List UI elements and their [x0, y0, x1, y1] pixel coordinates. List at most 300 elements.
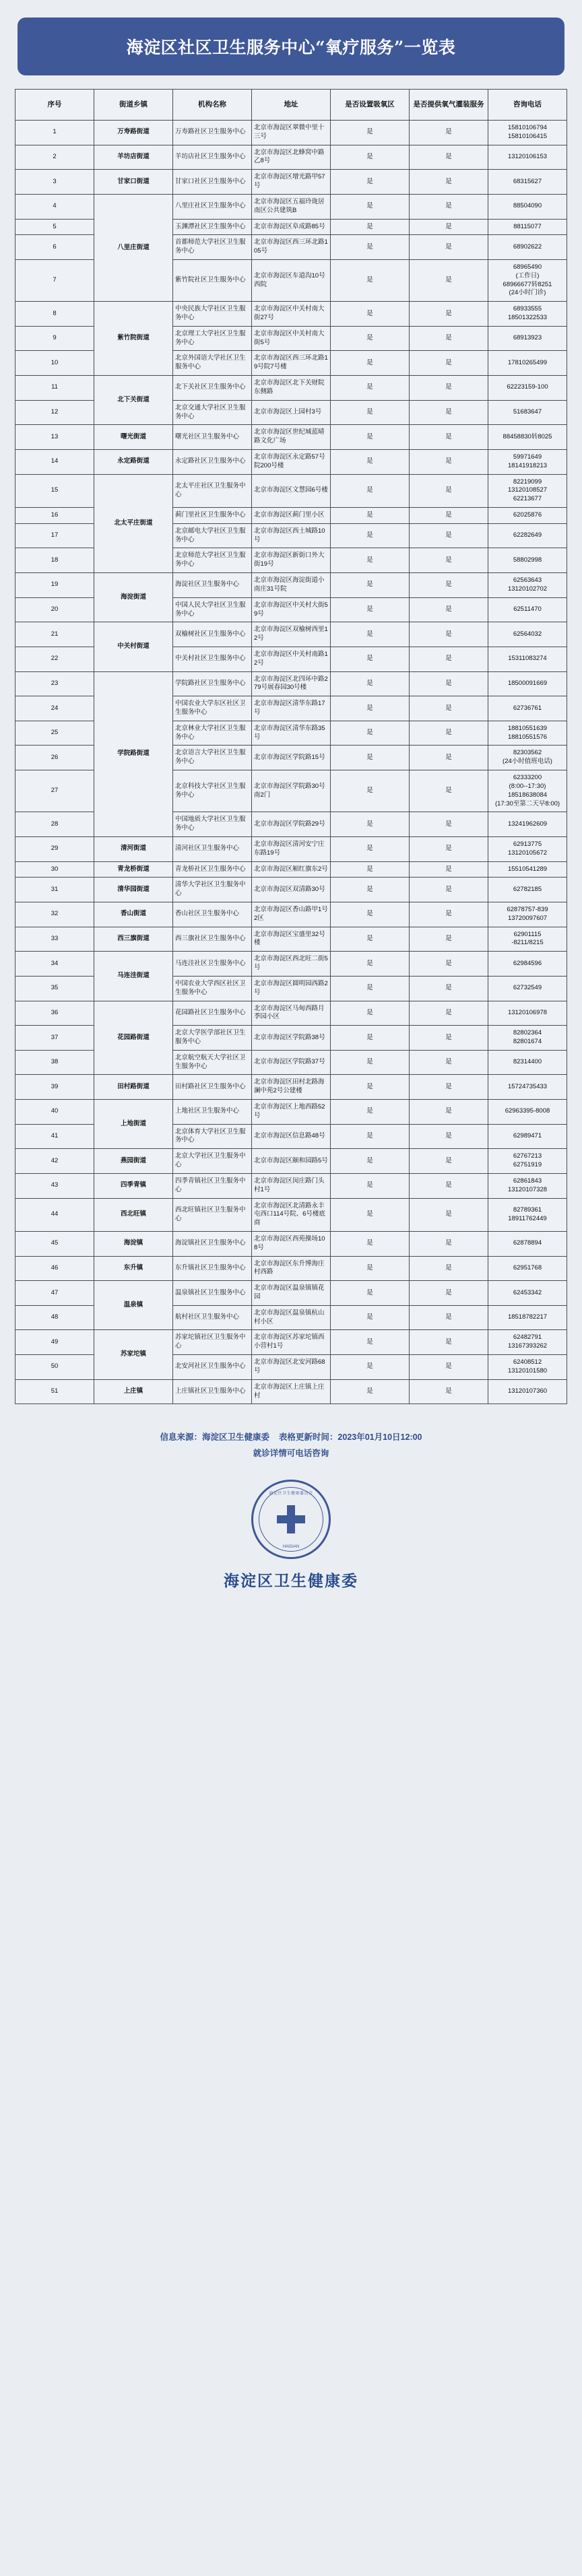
table-row: [15, 1149, 567, 1174]
cell-street: 上庄镇: [94, 1379, 173, 1404]
cell-refill-service: 是: [410, 1026, 488, 1051]
cell-street: 马连洼街道: [94, 952, 173, 1001]
cell-oxygen-zone: 是: [331, 449, 410, 474]
footer-section: [0, 1419, 582, 1615]
cell-address: 北京市海淀区西三环北路19号院7号楼: [252, 351, 331, 376]
phone-line: 88504090: [513, 202, 542, 210]
cell-index: 17: [15, 523, 94, 548]
table-row: [15, 170, 567, 195]
cell-refill-service: 是: [410, 1281, 488, 1306]
cell-organization: 航村社区卫生服务中心: [173, 1305, 252, 1330]
cell-phone: [488, 425, 567, 450]
cell-organization: 玉渊潭社区卫生服务中心: [173, 219, 252, 235]
cell-index: 6: [15, 235, 94, 260]
cell-organization: 甘家口社区卫生服务中心: [173, 170, 252, 195]
phone-line: 62482791: [513, 1333, 542, 1342]
cell-organization: 东升镇社区卫生服务中心: [173, 1256, 252, 1281]
cell-oxygen-zone: 是: [331, 376, 410, 401]
cell-organization: 清河社区卫生服务中心: [173, 836, 252, 861]
phone-line: 88458830转8025: [503, 432, 552, 440]
phone-line: 62564032: [513, 630, 542, 638]
cell-phone: [488, 449, 567, 474]
cell-refill-service: 是: [410, 721, 488, 746]
cell-street: 上地街道: [94, 1100, 173, 1149]
cell-oxygen-zone: 是: [331, 1075, 410, 1100]
cell-phone: [488, 746, 567, 770]
cell-street: 燕园街道: [94, 1149, 173, 1174]
cell-oxygen-zone: 是: [331, 1100, 410, 1125]
cell-address: 北京市海淀区学院路15号: [252, 746, 331, 770]
cell-phone: [488, 548, 567, 573]
cell-index: 23: [15, 671, 94, 696]
cell-refill-service: 是: [410, 647, 488, 671]
cell-organization: 西三旗社区卫生服务中心: [173, 927, 252, 952]
cell-refill-service: 是: [410, 1305, 488, 1330]
cell-oxygen-zone: 是: [331, 194, 410, 219]
cell-oxygen-zone: 是: [331, 170, 410, 195]
cell-address: 北京市海淀区蓟门里小区: [252, 508, 331, 524]
cell-refill-service: 是: [410, 351, 488, 376]
cell-organization: 中国人民大学社区卫生服务中心: [173, 597, 252, 622]
phone-line: 13120106978: [507, 1008, 548, 1016]
phone-line: 13120102702: [507, 585, 548, 593]
cell-street: 海淀街道: [94, 573, 173, 622]
cell-address: 北京市海淀区阜成路85号: [252, 219, 331, 235]
cell-oxygen-zone: 是: [331, 1198, 410, 1231]
cell-street: 西三旗街道: [94, 927, 173, 952]
table-row: [15, 671, 567, 696]
cell-refill-service: 是: [410, 1379, 488, 1404]
table-row: [15, 573, 567, 598]
cell-phone: [488, 351, 567, 376]
cell-address: 北京市海淀区西北旺二街5号: [252, 952, 331, 977]
cell-phone: [488, 302, 567, 327]
phone-line: 15724735433: [507, 1082, 548, 1090]
cell-index: 47: [15, 1281, 94, 1306]
cell-address: 北京市海淀区文慧园6号楼: [252, 474, 331, 507]
cell-index: 22: [15, 647, 94, 671]
cell-refill-service: 是: [410, 1075, 488, 1100]
cell-address: 北京市海淀区西三环北路105号: [252, 235, 331, 260]
cell-refill-service: 是: [410, 425, 488, 450]
table-row: [15, 121, 567, 145]
cell-oxygen-zone: 是: [331, 351, 410, 376]
cell-refill-service: 是: [410, 1330, 488, 1355]
cell-oxygen-zone: 是: [331, 976, 410, 1001]
cell-phone: [488, 902, 567, 927]
cell-oxygen-zone: 是: [331, 302, 410, 327]
phone-line: 62878757-839: [507, 906, 548, 913]
table-row: [15, 622, 567, 647]
table-row: [15, 1198, 567, 1231]
phone-line: 15810106794: [507, 124, 548, 131]
cell-address: 北京市海淀区上庄镇上庄村: [252, 1379, 331, 1404]
cell-oxygen-zone: 是: [331, 1281, 410, 1306]
cell-organization: 北京外国语大学社区卫生服务中心: [173, 351, 252, 376]
phone-line: 62751919: [513, 1161, 542, 1169]
cell-index: 39: [15, 1075, 94, 1100]
cell-phone: [488, 573, 567, 598]
cell-address: 北京市海淀区双榆树西里12号: [252, 622, 331, 647]
cell-oxygen-zone: 是: [331, 878, 410, 902]
cell-phone: [488, 1355, 567, 1380]
cell-refill-service: 是: [410, 121, 488, 145]
cell-address: 北京市海淀区中关村大街59号: [252, 597, 331, 622]
cell-street: 香山街道: [94, 902, 173, 927]
cell-refill-service: 是: [410, 1001, 488, 1026]
cell-street: 北太平庄街道: [94, 474, 173, 573]
cell-address: 北京市海淀区东升博海庄村西路: [252, 1256, 331, 1281]
cell-address: 北京市海淀区学院路38号: [252, 1026, 331, 1051]
cell-phone: [488, 194, 567, 219]
cell-index: 51: [15, 1379, 94, 1404]
cell-oxygen-zone: 是: [331, 952, 410, 977]
phone-line: 13120105672: [507, 849, 548, 857]
cell-street: 永定路街道: [94, 449, 173, 474]
cell-organization: 北京师范大学社区卫生服务中心: [173, 548, 252, 573]
cell-oxygen-zone: 是: [331, 235, 410, 260]
phone-line: -8211/8215: [511, 939, 544, 947]
cell-organization: 中国地质大学社区卫生服务中心: [173, 812, 252, 837]
cell-oxygen-zone: 是: [331, 1173, 410, 1198]
cell-address: 北京市海淀区中关村南大街5号: [252, 326, 331, 351]
cell-index: 29: [15, 836, 94, 861]
cell-refill-service: 是: [410, 573, 488, 598]
cell-index: 18: [15, 548, 94, 573]
cell-organization: 北下关社区卫生服务中心: [173, 376, 252, 401]
cell-phone: [488, 235, 567, 260]
phone-line: 68315627: [513, 177, 542, 185]
cell-oxygen-zone: 是: [331, 326, 410, 351]
cell-organization: 香山社区卫生服务中心: [173, 902, 252, 927]
cell-refill-service: 是: [410, 548, 488, 573]
cell-index: 36: [15, 1001, 94, 1026]
cell-address: 北京市海淀区上园村3号: [252, 400, 331, 425]
cell-index: 33: [15, 927, 94, 952]
cell-address: 北京市海淀区西土城路10号: [252, 523, 331, 548]
cell-phone: [488, 1173, 567, 1198]
cell-address: 北京市海淀区北清路永丰屯西口114号院、6号楼底商: [252, 1198, 331, 1231]
cell-organization: 永定路社区卫生服务中心: [173, 449, 252, 474]
cell-street: 海淀镇: [94, 1231, 173, 1256]
cell-phone: [488, 376, 567, 401]
cell-street: 花园路街道: [94, 1001, 173, 1075]
cell-refill-service: 是: [410, 219, 488, 235]
seal-bottom-text: HAIDIAN: [282, 1544, 300, 1549]
phone-line: 13120106153: [507, 153, 548, 161]
table-row: [15, 474, 567, 507]
cell-refill-service: 是: [410, 1050, 488, 1075]
phone-line: (24小时门诊): [509, 289, 546, 297]
cell-phone: [488, 1075, 567, 1100]
phone-line: 62951768: [513, 1263, 542, 1272]
oxygen-service-table: [15, 89, 567, 1404]
cell-oxygen-zone: 是: [331, 1001, 410, 1026]
cell-index: 31: [15, 878, 94, 902]
phone-line: 62213677: [513, 495, 542, 503]
cell-refill-service: 是: [410, 302, 488, 327]
table-row: [15, 836, 567, 861]
cell-oxygen-zone: 是: [331, 1330, 410, 1355]
cell-oxygen-zone: 是: [331, 647, 410, 671]
cell-organization: 清华大学社区卫生服务中心: [173, 878, 252, 902]
phone-line: 13120107328: [507, 1185, 548, 1193]
cell-organization: 海淀镇社区卫生服务中心: [173, 1231, 252, 1256]
cell-index: 46: [15, 1256, 94, 1281]
footer-source-line: [15, 1430, 567, 1446]
cell-oxygen-zone: 是: [331, 696, 410, 721]
cell-organization: 首都师范大学社区卫生服务中心: [173, 235, 252, 260]
cell-refill-service: 是: [410, 671, 488, 696]
title-banner: [18, 18, 564, 75]
cell-street: 清河街道: [94, 836, 173, 861]
cell-index: 21: [15, 622, 94, 647]
cell-organization: 北京邮电大学社区卫生服务中心: [173, 523, 252, 548]
phone-line: 62223159-100: [507, 383, 548, 391]
cell-address: 北京市海淀区苏家坨镇西小营村1号: [252, 1330, 331, 1355]
phone-line: 62984596: [513, 959, 542, 967]
cell-organization: 北京体育大学社区卫生服务中心: [173, 1124, 252, 1149]
table-row: [15, 878, 567, 902]
phone-line: 18518782217: [507, 1313, 548, 1321]
cell-address: 北京市海淀区车道沟10号西院: [252, 259, 331, 301]
table-row: [15, 1231, 567, 1256]
table-row: [15, 302, 567, 327]
cell-refill-service: 是: [410, 597, 488, 622]
cell-organization: 中央民族大学社区卫生服务中心: [173, 302, 252, 327]
cell-index: 44: [15, 1198, 94, 1231]
cell-oxygen-zone: 是: [331, 836, 410, 861]
cell-address: 北京市海淀区北四环中路279号展春园30号楼: [252, 671, 331, 696]
phone-line: 18810551576: [507, 733, 548, 741]
phone-line: (工作日): [515, 271, 540, 279]
cell-oxygen-zone: 是: [331, 259, 410, 301]
cell-oxygen-zone: 是: [331, 1050, 410, 1075]
phone-line: 13167393262: [507, 1342, 548, 1350]
cell-address: 北京市海淀区马甸西路月季园小区: [252, 1001, 331, 1026]
cell-organization: 中国农业大学西区社区卫生服务中心: [173, 976, 252, 1001]
cell-phone: [488, 696, 567, 721]
table-section: [0, 75, 582, 1404]
cell-phone: [488, 976, 567, 1001]
table-row: [15, 1001, 567, 1026]
cell-address: 北京市海淀区海淀街道小南庄31号院: [252, 573, 331, 598]
cell-refill-service: 是: [410, 1149, 488, 1174]
cell-oxygen-zone: 是: [331, 425, 410, 450]
footer-source-label: 信息来源：: [160, 1432, 202, 1443]
cell-index: 42: [15, 1149, 94, 1174]
cell-address: 北京市海淀区世纪城蓝晴路文化广场: [252, 425, 331, 450]
cell-phone: [488, 400, 567, 425]
phone-line: 59971649: [513, 453, 542, 461]
cell-organization: 万寿路社区卫生服务中心: [173, 121, 252, 145]
cell-refill-service: 是: [410, 326, 488, 351]
cell-street: 甘家口街道: [94, 170, 173, 195]
title-section: [0, 0, 582, 75]
footer-update-time: 表格更新时间：2023年01月10日12:00: [278, 1432, 422, 1443]
phone-line: (17:30至第二天早8:00): [494, 799, 560, 807]
cell-phone: [488, 1330, 567, 1355]
cell-oxygen-zone: 是: [331, 671, 410, 696]
cell-phone: [488, 1050, 567, 1075]
phone-line: 13120107360: [507, 1387, 548, 1395]
cell-phone: [488, 1256, 567, 1281]
cell-phone: [488, 861, 567, 878]
cell-oxygen-zone: 是: [331, 400, 410, 425]
cell-oxygen-zone: 是: [331, 1231, 410, 1256]
phone-line: 68966677转8251: [503, 280, 552, 288]
cell-phone: [488, 671, 567, 696]
cell-address: 北京市海淀区永定路57号院200号楼: [252, 449, 331, 474]
cell-address: 北京市海淀区清华东路35号: [252, 721, 331, 746]
cell-address: 北京市海淀区清华东路17号: [252, 696, 331, 721]
cell-address: 北京市海淀区厢红旗东2号: [252, 861, 331, 878]
cell-phone: [488, 952, 567, 977]
cell-oxygen-zone: 是: [331, 121, 410, 145]
cell-organization: 中关村社区卫生服务中心: [173, 647, 252, 671]
cell-street: 学院路街道: [94, 671, 173, 836]
phone-line: 18911762449: [508, 1214, 547, 1222]
phone-line: 62408512: [513, 1358, 542, 1366]
cell-index: 38: [15, 1050, 94, 1075]
cell-refill-service: 是: [410, 474, 488, 507]
cell-refill-service: 是: [410, 1256, 488, 1281]
cell-refill-service: 是: [410, 1231, 488, 1256]
cell-phone: [488, 770, 567, 812]
cell-oxygen-zone: 是: [331, 902, 410, 927]
phone-line: 18141918213: [507, 461, 548, 469]
phone-line: 62511470: [513, 605, 542, 614]
cell-organization: 北京交通大学社区卫生服务中心: [173, 400, 252, 425]
cell-organization: 中国农业大学东区社区卫生服务中心: [173, 696, 252, 721]
phone-line: 15311083274: [508, 655, 547, 663]
cell-address: 北京市海淀区学院路37号: [252, 1050, 331, 1075]
phone-line: 62782185: [513, 885, 542, 893]
medical-cross-icon: [276, 1504, 306, 1535]
phone-line: 82303562: [513, 749, 542, 757]
cell-organization: 北京航空航天大学社区卫生服务中心: [173, 1050, 252, 1075]
cell-organization: 上地社区卫生服务中心: [173, 1100, 252, 1125]
column-header-phone: 咨询电话: [488, 90, 567, 121]
cell-refill-service: 是: [410, 449, 488, 474]
cell-refill-service: 是: [410, 770, 488, 812]
cell-street: 苏家坨镇: [94, 1330, 173, 1379]
cell-index: 50: [15, 1355, 94, 1380]
cell-refill-service: 是: [410, 696, 488, 721]
cell-phone: [488, 145, 567, 170]
phone-line: (8:00--17:30): [509, 782, 546, 790]
cell-address: 北京市海淀区清河安宁庄东路19号: [252, 836, 331, 861]
cell-phone: [488, 878, 567, 902]
cell-address: 北京市海淀区中关村南路12号: [252, 647, 331, 671]
cell-phone: [488, 1198, 567, 1231]
phone-line: 18518638084: [507, 791, 548, 799]
cell-index: 8: [15, 302, 94, 327]
cell-index: 48: [15, 1305, 94, 1330]
cell-oxygen-zone: 是: [331, 548, 410, 573]
cell-organization: 花园路社区卫生服务中心: [173, 1001, 252, 1026]
cell-refill-service: 是: [410, 622, 488, 647]
cell-street: 四季青镇: [94, 1173, 173, 1198]
phone-line: 62333200: [513, 774, 542, 782]
table-header-row: [15, 90, 567, 121]
cell-oxygen-zone: 是: [331, 770, 410, 812]
cell-phone: [488, 927, 567, 952]
cell-oxygen-zone: 是: [331, 1149, 410, 1174]
phone-line: 62282649: [513, 531, 542, 539]
cell-street: 清华园街道: [94, 878, 173, 902]
phone-line: 82801674: [513, 1037, 542, 1045]
cell-address: 北京市海淀区香山路甲1号2区: [252, 902, 331, 927]
table-header: [15, 90, 567, 121]
cell-organization: 马连洼社区卫生服务中心: [173, 952, 252, 977]
cell-organization: 北京理工大学社区卫生服务中心: [173, 326, 252, 351]
cell-organization: 蓟门里社区卫生服务中心: [173, 508, 252, 524]
phone-line: 62963395-8008: [505, 1107, 550, 1115]
page-title: 海淀区社区卫生服务中心“氧疗服务”一览表: [126, 38, 456, 57]
table-row: [15, 1173, 567, 1198]
cell-index: 24: [15, 696, 94, 721]
cell-refill-service: 是: [410, 878, 488, 902]
cell-address: 北京市海淀区温泉镇镇花园: [252, 1281, 331, 1306]
cell-street: 温泉镇: [94, 1281, 173, 1330]
phone-line: 82219099: [513, 477, 542, 486]
cell-index: 37: [15, 1026, 94, 1051]
phone-line: 51683647: [513, 408, 542, 416]
cell-oxygen-zone: 是: [331, 597, 410, 622]
cell-oxygen-zone: 是: [331, 1305, 410, 1330]
cell-refill-service: 是: [410, 976, 488, 1001]
cell-address: 北京市海淀区学院路29号: [252, 812, 331, 837]
column-header-street: 街道乡镇: [94, 90, 173, 121]
cell-phone: [488, 812, 567, 837]
cell-organization: 上庄镇社区卫生服务中心: [173, 1379, 252, 1404]
column-header-address: 地址: [252, 90, 331, 121]
cell-phone: [488, 508, 567, 524]
cell-address: 北京市海淀区闵庄路门头村1号: [252, 1173, 331, 1198]
phone-line: 62913775: [513, 840, 542, 848]
cell-street: 曙光街道: [94, 425, 173, 450]
cell-index: 35: [15, 976, 94, 1001]
cell-oxygen-zone: 是: [331, 474, 410, 507]
cell-organization: 八里庄社区卫生服务中心: [173, 194, 252, 219]
cell-index: 28: [15, 812, 94, 837]
cell-oxygen-zone: 是: [331, 523, 410, 548]
cell-phone: [488, 1231, 567, 1256]
cell-organization: 北京大学医学部社区卫生服务中心: [173, 1026, 252, 1051]
table-row: [15, 1379, 567, 1404]
cell-index: 2: [15, 145, 94, 170]
cell-refill-service: 是: [410, 376, 488, 401]
cell-refill-service: 是: [410, 812, 488, 837]
phone-line: 18810551639: [507, 724, 548, 732]
cell-refill-service: 是: [410, 1100, 488, 1125]
cell-index: 32: [15, 902, 94, 927]
footer-note-line: 就诊详情可电话咨询: [253, 1449, 329, 1459]
cell-address: 北京市海淀区五福玲珑居南区公共建筑B: [252, 194, 331, 219]
cell-organization: 青龙桥社区卫生服务中心: [173, 861, 252, 878]
cell-address: 北京市海淀区宝盛里32号楼: [252, 927, 331, 952]
table-row: [15, 927, 567, 952]
cell-oxygen-zone: 是: [331, 1124, 410, 1149]
cell-organization: 西北旺镇社区卫生服务中心: [173, 1198, 252, 1231]
cell-refill-service: 是: [410, 902, 488, 927]
cell-index: 20: [15, 597, 94, 622]
cell-organization: 北太平庄社区卫生服务中心: [173, 474, 252, 507]
cell-refill-service: 是: [410, 145, 488, 170]
cell-street: 八里庄街道: [94, 194, 173, 301]
cell-address: 北京市海淀区新街口外大街19号: [252, 548, 331, 573]
